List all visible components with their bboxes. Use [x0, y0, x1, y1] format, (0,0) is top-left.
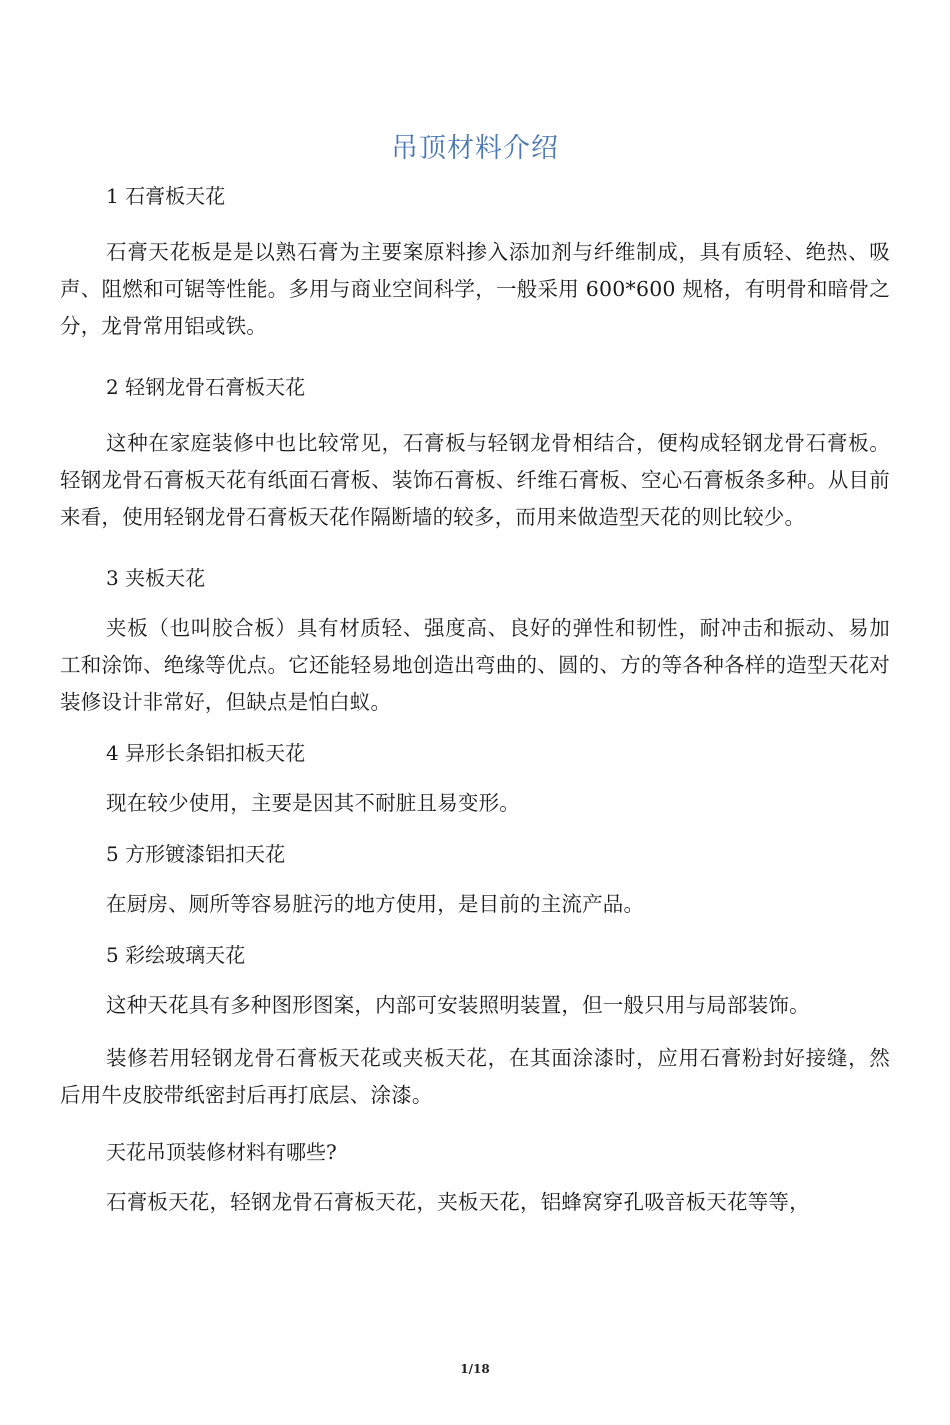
section-paragraph-1: 石膏天花板是是以熟石膏为主要案原料掺入添加剂与纤维制成，具有质轻、绝热、吸声、阻燃和可锯等性能。多用与商业空间科学，一般采用 600*600 规格，有明骨和暗骨之分，龙骨常用铝或铁。: [60, 240, 890, 338]
document-title: 吊顶材料介绍: [391, 133, 559, 164]
section-heading-4: 4 异形长条铝扣板天花: [106, 741, 306, 765]
section-heading-1: 1 石膏板天花: [106, 184, 226, 208]
section-heading-5: 5 方形镀漆铝扣天花: [106, 842, 286, 866]
section-paragraph-5: 在厨房、厕所等容易脏污的地方使用，是目前的主流产品。: [106, 892, 645, 916]
section-paragraph-4: 现在较少使用，主要是因其不耐脏且易变形。: [106, 791, 520, 815]
section-heading-6: 5 彩绘玻璃天花: [106, 943, 246, 967]
page-number: 1/18: [460, 1362, 490, 1376]
question-heading: 天花吊顶装修材料有哪些?: [106, 1140, 337, 1164]
section-paragraph-3: 夹板（也叫胶合板）具有材质轻、强度高、良好的弹性和韧性，耐冲击和振动、易加工和涂饰、绝缘等优点。它还能轻易地创造出弯曲的、圆的、方的等各种各样的造型天花对装修设计非常好，但缺点是怕白蚁。: [60, 616, 890, 714]
section-paragraph-2: 这种在家庭装修中也比较常见，石膏板与轻钢龙骨相结合，便构成轻钢龙骨石膏板。轻钢龙骨石膏板天花有纸面石膏板、装饰石膏板、纤维石膏板、空心石膏板条多种。从目前来看，使用轻钢龙骨石膏板天花作隔断墙的较多，而用来做造型天花的则比较少。: [60, 431, 890, 529]
note-paragraph: 装修若用轻钢龙骨石膏板天花或夹板天花，在其面涂漆时，应用石膏粉封好接缝，然后用牛皮胶带纸密封后再打底层、涂漆。: [60, 1046, 890, 1107]
answer-paragraph: 石膏板天花，轻钢龙骨石膏板天花，夹板天花，铝蜂窝穿孔吸音板天花等等，: [106, 1190, 810, 1214]
section-paragraph-6: 这种天花具有多种图形图案，内部可安装照明装置，但一般只用与局部装饰。: [106, 993, 810, 1017]
section-heading-2: 2 轻钢龙骨石膏板天花: [106, 375, 306, 399]
section-heading-3: 3 夹板天花: [106, 566, 206, 590]
document-body: [60, 180, 890, 1221]
